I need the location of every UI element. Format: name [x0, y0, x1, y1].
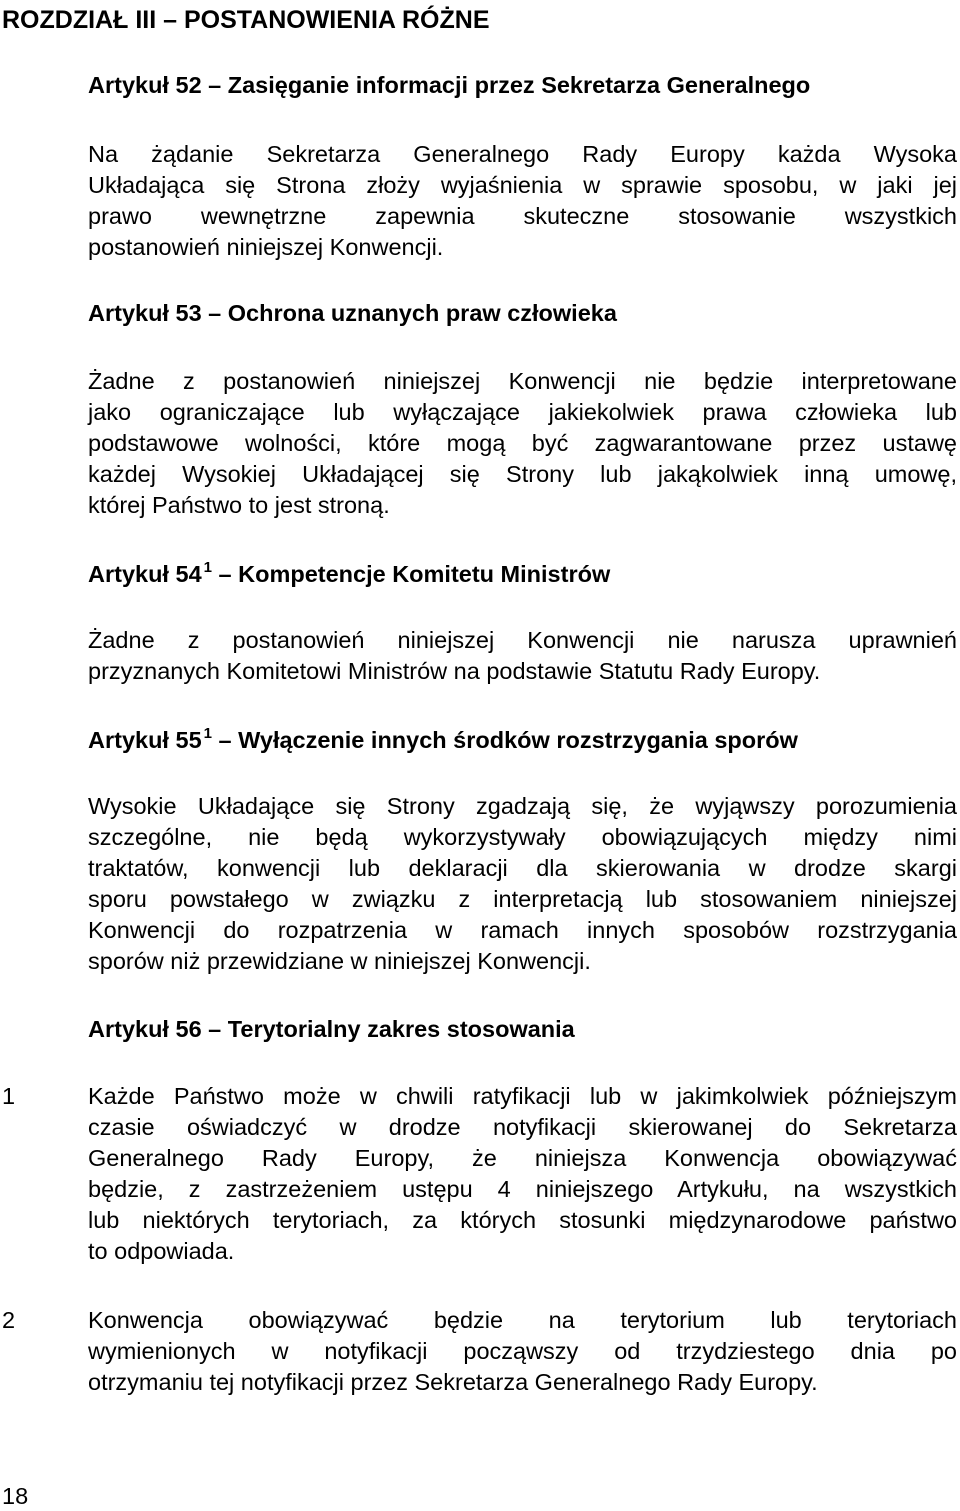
- text-line: przyznanych Komitetowi Ministrów na podstawie Statutu Rady Europy.: [88, 658, 821, 684]
- text-line: Żadne z postanowień niniejszej Konwencji nie narusza uprawnień: [88, 627, 957, 653]
- article-56-heading: Artykuł 56 – Terytorialny zakres stosowania: [88, 1016, 575, 1042]
- article-54-heading: [88, 559, 610, 593]
- text-line: Układająca się Strona złoży wyjaśnienia w sprawie sposobu, w jaki jej: [88, 172, 957, 198]
- article-52-body: [88, 139, 957, 263]
- article-54-body: [88, 625, 957, 687]
- text-line: Konwencja obowiązywać będzie na terytorium lub terytoriach: [88, 1307, 957, 1333]
- article-55-heading: [88, 725, 798, 759]
- text-line: szczególne, nie będą wykorzystywały obowiązujących między nimi: [88, 824, 957, 850]
- heading-prefix: Artykuł 55: [88, 727, 202, 753]
- text-line: postanowień niniejszej Konwencji.: [88, 234, 444, 260]
- text-line: lub niektórych terytoriach, za których stosunki międzynarodowe państwo: [88, 1207, 957, 1233]
- text-line: Konwencji do rozpatrzenia w ramach innych sposobów rozstrzygania: [88, 917, 957, 943]
- text-line: traktatów, konwencji lub deklaracji dla skierowania w drodze skargi: [88, 855, 957, 881]
- text-line: Wysokie Układające się Strony zgadzają się, że wyjąwszy porozumienia: [88, 793, 957, 819]
- article-56-paragraph-1: [88, 1081, 957, 1267]
- text-line: Żadne z postanowień niniejszej Konwencji nie będzie interpretowane: [88, 368, 957, 394]
- text-line: to odpowiada.: [88, 1238, 235, 1264]
- text-line: sporów niż przewidziane w niniejszej Konwencji.: [88, 948, 591, 974]
- heading-suffix: – Wyłączenie innych środków rozstrzygania sporów: [218, 727, 798, 753]
- article-52-heading: Artykuł 52 – Zasięganie informacji przez Sekretarza Generalnego: [88, 72, 811, 98]
- article-53-body: [88, 366, 957, 521]
- text-line: będzie, z zastrzeżeniem ustępu 4 niniejszego Artykułu, na wszystkich: [88, 1176, 957, 1202]
- text-line: której Państwo to jest stroną.: [88, 492, 390, 518]
- text-line: prawo wewnętrzne zapewnia skuteczne stosowanie wszystkich: [88, 203, 957, 229]
- footnote-mark: 1: [203, 559, 212, 576]
- paragraph-number: 2: [2, 1307, 16, 1333]
- chapter-title: ROZDZIAŁ III – POSTANOWIENIA RÓŻNE: [2, 6, 490, 34]
- text-line: każdej Wysokiej Układającej się Strony lub jakąkolwiek inną umowę,: [88, 461, 957, 487]
- article-56-paragraph-2: [88, 1305, 957, 1398]
- text-line: otrzymaniu tej notyfikacji przez Sekretarza Generalnego Rady Europy.: [88, 1369, 818, 1395]
- text-line: sporu powstałego w związku z interpretacją lub stosowaniem niniejszej: [88, 886, 957, 912]
- paragraph-number: 1: [2, 1083, 16, 1109]
- text-line: Generalnego Rady Europy, że niniejsza Konwencja obowiązywać: [88, 1145, 957, 1171]
- article-55-body: [88, 791, 957, 977]
- footnote-mark: 1: [203, 725, 212, 742]
- page-number: 18: [2, 1483, 29, 1509]
- heading-suffix: – Kompetencje Komitetu Ministrów: [218, 561, 611, 587]
- heading-prefix: Artykuł 54: [88, 561, 202, 587]
- text-line: jako ograniczające lub wyłączające jakiekolwiek prawa człowieka lub: [88, 399, 957, 425]
- text-line: Na żądanie Sekretarza Generalnego Rady Europy każda Wysoka: [88, 141, 957, 167]
- text-line: Każde Państwo może w chwili ratyfikacji lub w jakimkolwiek późniejszym: [88, 1083, 957, 1109]
- text-line: podstawowe wolności, które mogą być zagwarantowane przez ustawę: [88, 430, 957, 456]
- text-line: wymienionych w notyfikacji począwszy od trzydziestego dnia po: [88, 1338, 957, 1364]
- article-53-heading: Artykuł 53 – Ochrona uznanych praw człowieka: [88, 300, 617, 326]
- text-line: czasie oświadczyć w drodze notyfikacji skierowanej do Sekretarza: [88, 1114, 957, 1140]
